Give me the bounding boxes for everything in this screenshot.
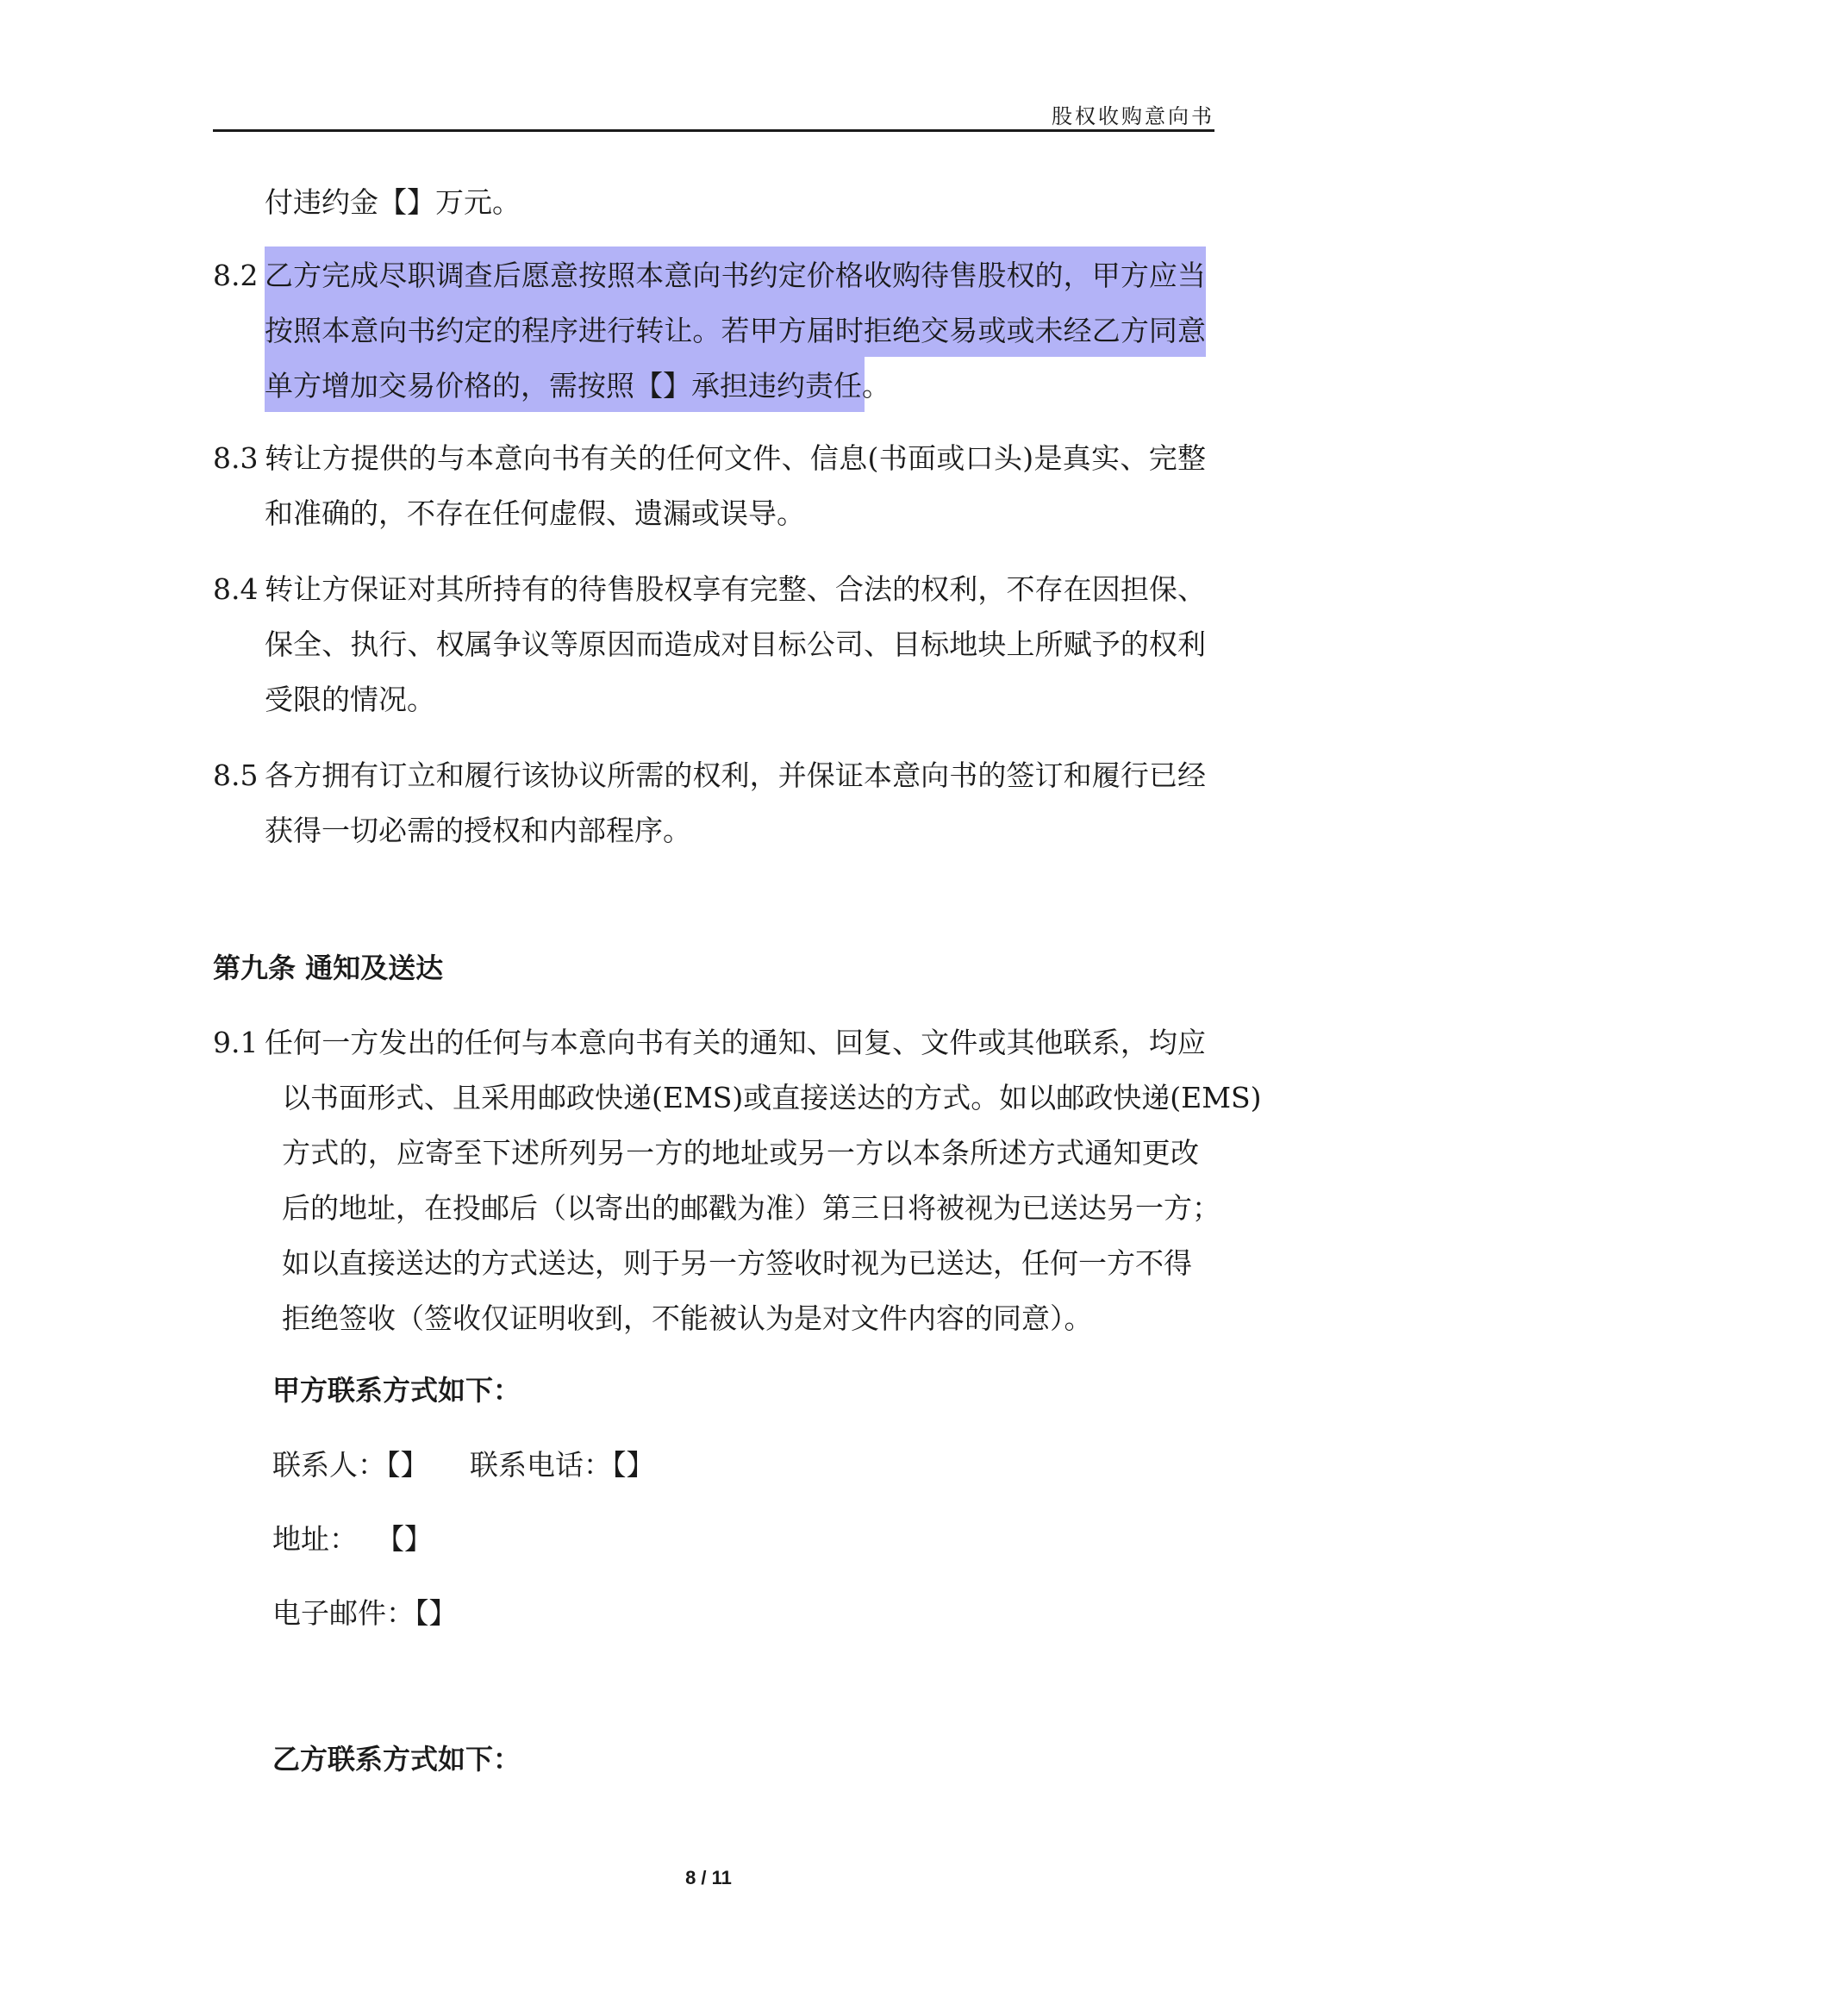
page-number: 8 / 11 xyxy=(685,1867,732,1888)
clause-number-8-5: 8.5 xyxy=(213,758,259,792)
party-a-contact-title: 甲方联系方式如下： xyxy=(272,1374,521,1407)
party-b-contact-title: 乙方联系方式如下： xyxy=(272,1743,521,1776)
clause-number-8-2: 8.2 xyxy=(213,259,259,292)
header-rule xyxy=(213,129,1214,132)
clause-9-1-line: 如以直接送达的方式送达，则于另一方签收时视为已送达，任何一方不得 xyxy=(282,1246,1192,1280)
clause-8-4-line: 受限的情况。 xyxy=(265,683,435,716)
header-title: 股权收购意向书 xyxy=(1052,104,1214,128)
clause-number-8-3: 8.3 xyxy=(213,441,259,475)
clause-8-5-line: 各方拥有订立和履行该协议所需的权利，并保证本意向书的签订和履行已经 xyxy=(265,758,1206,792)
clause-9-1-line: 任何一方发出的任何与本意向书有关的通知、回复、文件或其他联系，均应 xyxy=(265,1026,1206,1059)
clause-8-5-line: 获得一切必需的授权和内部程序。 xyxy=(265,814,691,847)
clause-8-3-line: 转让方提供的与本意向书有关的任何文件、信息(书面或口头)是真实、完整 xyxy=(265,441,1206,475)
party-a-phone: 联系电话：【】 xyxy=(470,1448,655,1482)
clause-8-3-line: 和准确的，不存在任何虚假、遗漏或误导。 xyxy=(265,496,805,530)
clause-9-1-line: 以书面形式、且采用邮政快递(EMS)或直接送达的方式。如以邮政快递(EMS) xyxy=(282,1081,1262,1114)
clause-8-4-line: 转让方保证对其所持有的待售股权享有完整、合法的权利，不存在因担保、 xyxy=(265,572,1206,606)
party-a-contact-person: 联系人：【】 xyxy=(272,1448,429,1482)
clause-number-8-4: 8.4 xyxy=(213,572,259,606)
party-a-address: 地址： 【】 xyxy=(272,1522,433,1556)
clause-8-4-line: 保全、执行、权属争议等原因而造成对目标公司、目标地块上所赋予的权利 xyxy=(265,627,1206,661)
clause-number-9-1: 9.1 xyxy=(213,1026,259,1059)
clause-9-heading: 第九条 通知及送达 xyxy=(213,952,444,984)
clause-9-1-line: 后的地址，在投邮后（以寄出的邮戳为准）第三日将被视为已送达另一方； xyxy=(282,1191,1221,1225)
clause-8-1-continuation: 付违约金【】万元。 xyxy=(265,185,521,219)
clause-9-1-line: 拒绝签收（签收仅证明收到，不能被认为是对文件内容的同意）。 xyxy=(282,1301,1093,1335)
clause-8-2-line[interactable]: 单方增加交易价格的，需按照【】承担违约责任。 xyxy=(265,369,890,403)
clause-8-2-line[interactable]: 按照本意向书约定的程序进行转让。若甲方届时拒绝交易或或未经乙方同意 xyxy=(265,314,1206,347)
party-a-email: 电子邮件：【】 xyxy=(272,1596,458,1630)
clause-9-1-line: 方式的，应寄至下述所列另一方的地址或另一方以本条所述方式通知更改 xyxy=(282,1136,1199,1170)
clause-8-2-line[interactable]: 乙方完成尽职调查后愿意按照本意向书约定价格收购待售股权的，甲方应当 xyxy=(265,259,1206,292)
